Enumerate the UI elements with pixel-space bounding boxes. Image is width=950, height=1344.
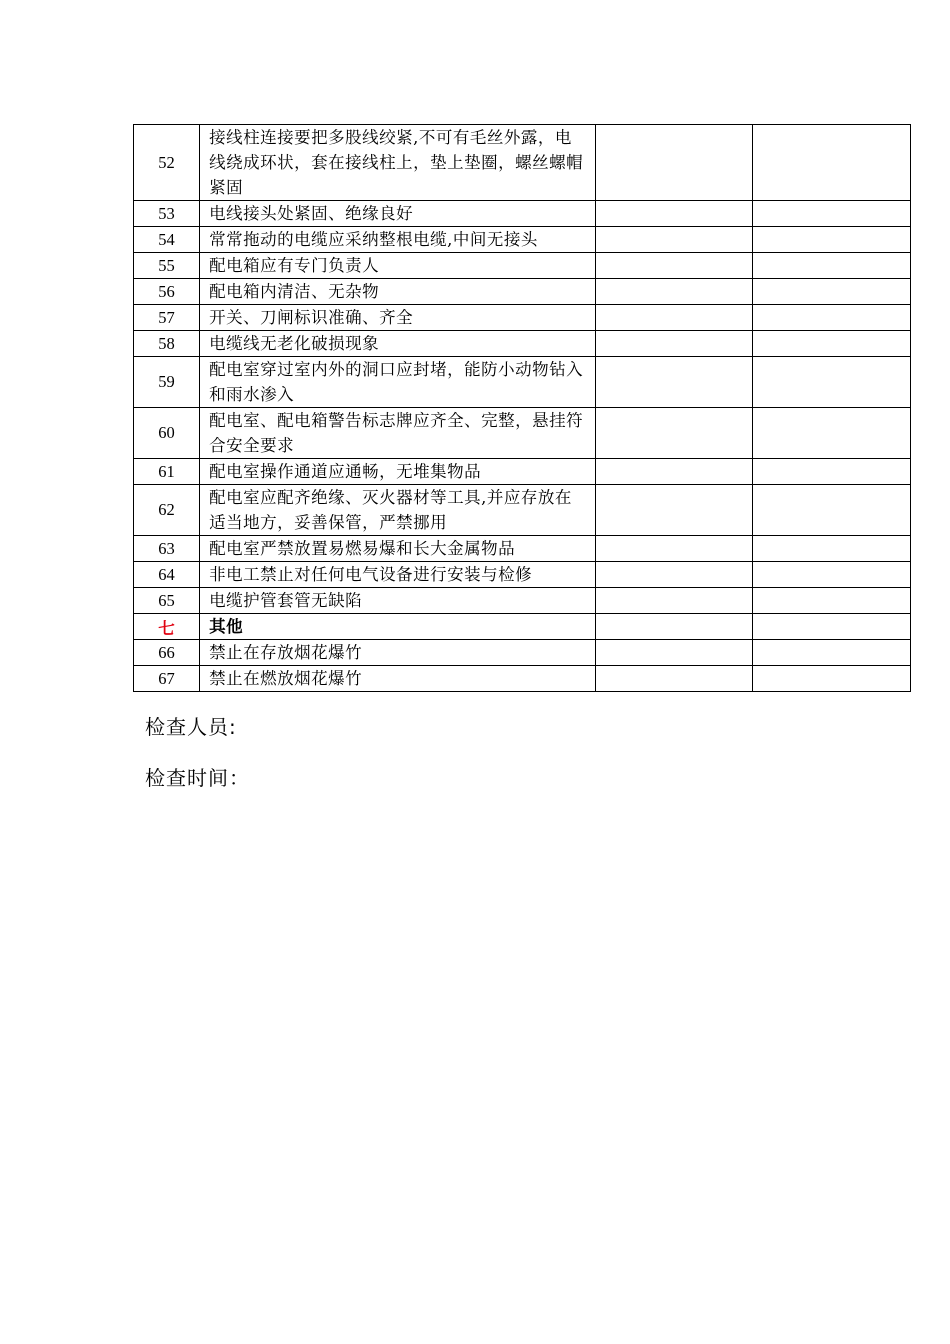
row-remark-cell xyxy=(752,408,910,459)
inspector-label: 检查人员: xyxy=(145,715,237,739)
row-item: 接线柱连接要把多股线绞紧,不可有毛丝外露，电线绕成环状，套在接线柱上，垫上垫圈，螺丝螺帽紧固 xyxy=(200,125,596,201)
row-number: 66 xyxy=(134,640,200,666)
row-item: 电缆线无老化破损现象 xyxy=(200,331,596,357)
row-check-cell xyxy=(595,408,752,459)
table-row xyxy=(134,485,911,536)
row-number: 58 xyxy=(134,331,200,357)
row-item: 配电室穿过室内外的洞口应封堵，能防小动物钻入和雨水渗入 xyxy=(200,357,596,408)
row-check-cell xyxy=(595,201,752,227)
row-remark-cell xyxy=(752,459,910,485)
table-row xyxy=(134,562,911,588)
row-item: 电缆护管套管无缺陷 xyxy=(200,588,596,614)
row-check-cell xyxy=(595,666,752,692)
row-remark-cell xyxy=(752,666,910,692)
table-row xyxy=(134,201,911,227)
row-number: 57 xyxy=(134,305,200,331)
row-item: 禁止在燃放烟花爆竹 xyxy=(200,666,596,692)
table-row xyxy=(134,588,911,614)
row-item: 配电箱内清洁、无杂物 xyxy=(200,279,596,305)
table-row xyxy=(134,640,911,666)
row-check-cell xyxy=(595,253,752,279)
table-row xyxy=(134,125,911,201)
row-item: 配电室严禁放置易燃易爆和长大金属物品 xyxy=(200,536,596,562)
row-number: 67 xyxy=(134,666,200,692)
row-remark-cell xyxy=(752,588,910,614)
row-remark-cell xyxy=(752,331,910,357)
row-item: 配电室、配电箱警告标志牌应齐全、完整，悬挂符合安全要求 xyxy=(200,408,596,459)
row-remark-cell xyxy=(752,562,910,588)
row-number: 54 xyxy=(134,227,200,253)
row-check-cell xyxy=(595,279,752,305)
row-number: 55 xyxy=(134,253,200,279)
row-number: 53 xyxy=(134,201,200,227)
table-row xyxy=(134,459,911,485)
row-remark-cell xyxy=(752,279,910,305)
row-item: 禁止在存放烟花爆竹 xyxy=(200,640,596,666)
table-row xyxy=(134,331,911,357)
row-remark-cell xyxy=(752,614,910,640)
row-number: 62 xyxy=(134,485,200,536)
row-number: 65 xyxy=(134,588,200,614)
row-item: 配电室操作通道应通畅，无堆集物品 xyxy=(200,459,596,485)
row-remark-cell xyxy=(752,253,910,279)
row-number: 56 xyxy=(134,279,200,305)
row-check-cell xyxy=(595,227,752,253)
row-item: 配电室应配齐绝缘、灭火器材等工具,并应存放在适当地方，妥善保管，严禁挪用 xyxy=(200,485,596,536)
row-check-cell xyxy=(595,588,752,614)
table-row xyxy=(134,227,911,253)
row-check-cell xyxy=(595,562,752,588)
row-check-cell xyxy=(595,357,752,408)
row-remark-cell xyxy=(752,227,910,253)
row-remark-cell xyxy=(752,201,910,227)
table-row xyxy=(134,536,911,562)
row-number: 59 xyxy=(134,357,200,408)
row-item: 开关、刀闸标识准确、齐全 xyxy=(200,305,596,331)
row-remark-cell xyxy=(752,485,910,536)
row-item: 常常拖动的电缆应采纳整根电缆,中间无接头 xyxy=(200,227,596,253)
row-remark-cell xyxy=(752,357,910,408)
row-check-cell xyxy=(595,459,752,485)
row-item: 配电箱应有专门负责人 xyxy=(200,253,596,279)
inspection-time-label: 检查时间： xyxy=(145,766,250,790)
row-check-cell xyxy=(595,125,752,201)
table-row xyxy=(134,666,911,692)
row-number: 61 xyxy=(134,459,200,485)
row-check-cell xyxy=(595,305,752,331)
row-remark-cell xyxy=(752,536,910,562)
row-check-cell xyxy=(595,640,752,666)
row-remark-cell xyxy=(752,305,910,331)
section-title: 其他 xyxy=(200,614,596,640)
row-check-cell xyxy=(595,331,752,357)
row-number: 60 xyxy=(134,408,200,459)
row-remark-cell xyxy=(752,640,910,666)
row-number: 64 xyxy=(134,562,200,588)
table-row xyxy=(134,279,911,305)
row-check-cell xyxy=(595,485,752,536)
section-number: 七 xyxy=(134,614,200,640)
table-row xyxy=(134,408,911,459)
table-row xyxy=(134,357,911,408)
row-number: 63 xyxy=(134,536,200,562)
checklist-table xyxy=(133,124,911,692)
table-row xyxy=(134,305,911,331)
row-item: 非电工禁止对任何电气设备进行安装与检修 xyxy=(200,562,596,588)
section-header-row xyxy=(134,614,911,640)
row-check-cell xyxy=(595,614,752,640)
row-number: 52 xyxy=(134,125,200,201)
row-remark-cell xyxy=(752,125,910,201)
row-item: 电线接头处紧固、绝缘良好 xyxy=(200,201,596,227)
row-check-cell xyxy=(595,536,752,562)
table-row xyxy=(134,253,911,279)
